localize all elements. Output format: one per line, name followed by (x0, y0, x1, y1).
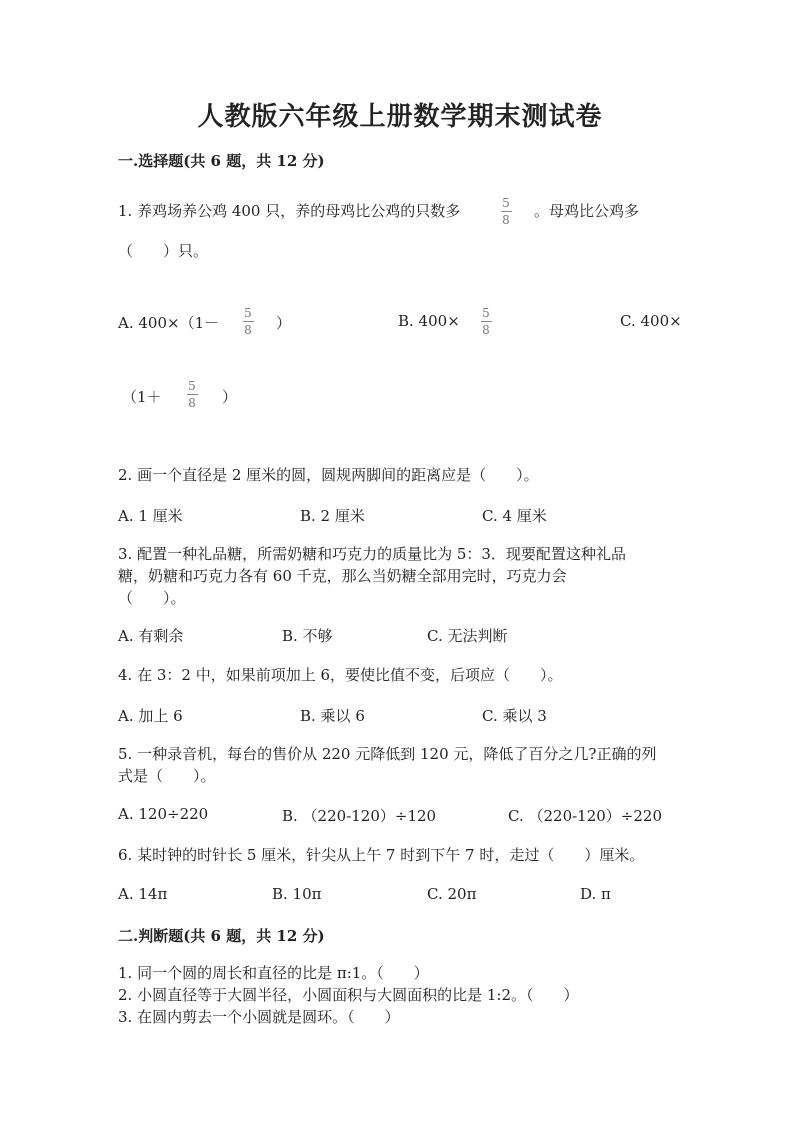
judge-item-1: 1. 同一个圆的周长和直径的比是 π:1。（ ） (118, 964, 429, 982)
fraction-numerator: 5 (502, 196, 510, 210)
question-5-option-c[interactable]: C. （220-120）÷220 (508, 807, 663, 825)
question-1-option-c[interactable]: C. 400× (620, 312, 682, 330)
question-6-option-c[interactable]: C. 20π (427, 885, 477, 903)
fraction-bar (243, 321, 254, 322)
question-1-line1 (118, 200, 460, 222)
question-5-line2: 式是（ ）。 (118, 767, 216, 785)
question-5-option-a[interactable]: A. 120÷220 (118, 805, 209, 823)
question-3-line2: 糖，奶糖和巧克力各有 60 千克，那么当奶糖全部用完时，巧克力会 (118, 567, 567, 585)
fraction-numerator: 5 (482, 306, 490, 320)
question-3-option-a[interactable]: A. 有剩余 (118, 627, 184, 645)
fraction-bar (481, 321, 492, 322)
fraction-denominator: 8 (244, 323, 252, 337)
question-3-line1: 3. 配置一种礼品糖，所需奶糖和巧克力的质量比为 5：3．现要配置这种礼品 (118, 545, 626, 563)
fraction-5-8 (475, 307, 497, 336)
fraction-5-8 (495, 197, 517, 226)
question-1-option-c-line2: （1＋ (122, 388, 162, 406)
fraction-bar (501, 211, 512, 212)
question-3-option-c[interactable]: C. 无法判断 (427, 627, 508, 645)
fraction-numerator: 5 (188, 379, 196, 393)
section-choice-header: 一.选择题(共 6 题，共 12 分) (118, 152, 325, 170)
question-1-text-b: 。母鸡比公鸡多 (534, 202, 640, 220)
question-6-option-b[interactable]: B. 10π (272, 885, 322, 903)
fraction-bar (187, 394, 198, 395)
question-4-text: 4. 在 3：2 中，如果前项加上 6，要使比值不变，后项应（ ）。 (118, 666, 563, 684)
question-1-line2: （ ）只。 (118, 242, 209, 260)
question-5-line1: 5. 一种录音机，每台的售价从 220 元降低到 120 元，降低了百分之几?正确的列 (118, 745, 657, 763)
question-6-option-a[interactable]: A. 14π (118, 885, 168, 903)
question-6-option-d[interactable]: D. π (580, 885, 611, 903)
question-1-option-a-close: ） (276, 314, 292, 332)
question-1-text-a: 1. 养鸡场养公鸡 400 只，养的母鸡比公鸡的只数多 (118, 202, 461, 220)
page-title: 人教版六年级上册数学期末测试卷 (197, 102, 603, 132)
fraction-numerator: 5 (244, 306, 252, 320)
question-2-text: 2. 画一个直径是 2 厘米的圆，圆规两脚间的距离应是（ ）。 (118, 466, 539, 484)
fraction-denominator: 8 (188, 396, 196, 410)
fraction-5-8 (237, 307, 259, 336)
question-2-option-b[interactable]: B. 2 厘米 (300, 507, 365, 525)
fraction-denominator: 8 (502, 213, 510, 227)
section-judge-header: 二.判断题(共 6 题，共 12 分) (118, 927, 325, 945)
question-1-option-c-close: ） (222, 388, 238, 406)
question-2-option-c[interactable]: C. 4 厘米 (482, 507, 547, 525)
judge-item-3: 3. 在圆内剪去一个小圆就是圆环。（ ） (118, 1008, 400, 1026)
question-4-option-b[interactable]: B. 乘以 6 (300, 707, 365, 725)
fraction-denominator: 8 (482, 323, 490, 337)
question-4-option-c[interactable]: C. 乘以 3 (482, 707, 547, 725)
question-1-option-b[interactable]: B. 400× (398, 312, 460, 330)
question-6-text: 6. 某时钟的时针长 5 厘米，针尖从上午 7 时到下午 7 时，走过（ ）厘米。 (118, 846, 645, 864)
question-5-option-b[interactable]: B. （220-120）÷120 (282, 807, 437, 825)
question-4-option-a[interactable]: A. 加上 6 (118, 707, 183, 725)
question-3-option-b[interactable]: B. 不够 (282, 627, 333, 645)
fraction-5-8 (181, 380, 203, 409)
question-3-line3: （ ）。 (118, 589, 186, 607)
judge-item-2: 2. 小圆直径等于大圆半径，小圆面积与大圆面积的比是 1:2。（ ） (118, 986, 579, 1004)
question-1-option-a[interactable]: A. 400×（1－ (118, 314, 220, 332)
question-2-option-a[interactable]: A. 1 厘米 (118, 507, 183, 525)
